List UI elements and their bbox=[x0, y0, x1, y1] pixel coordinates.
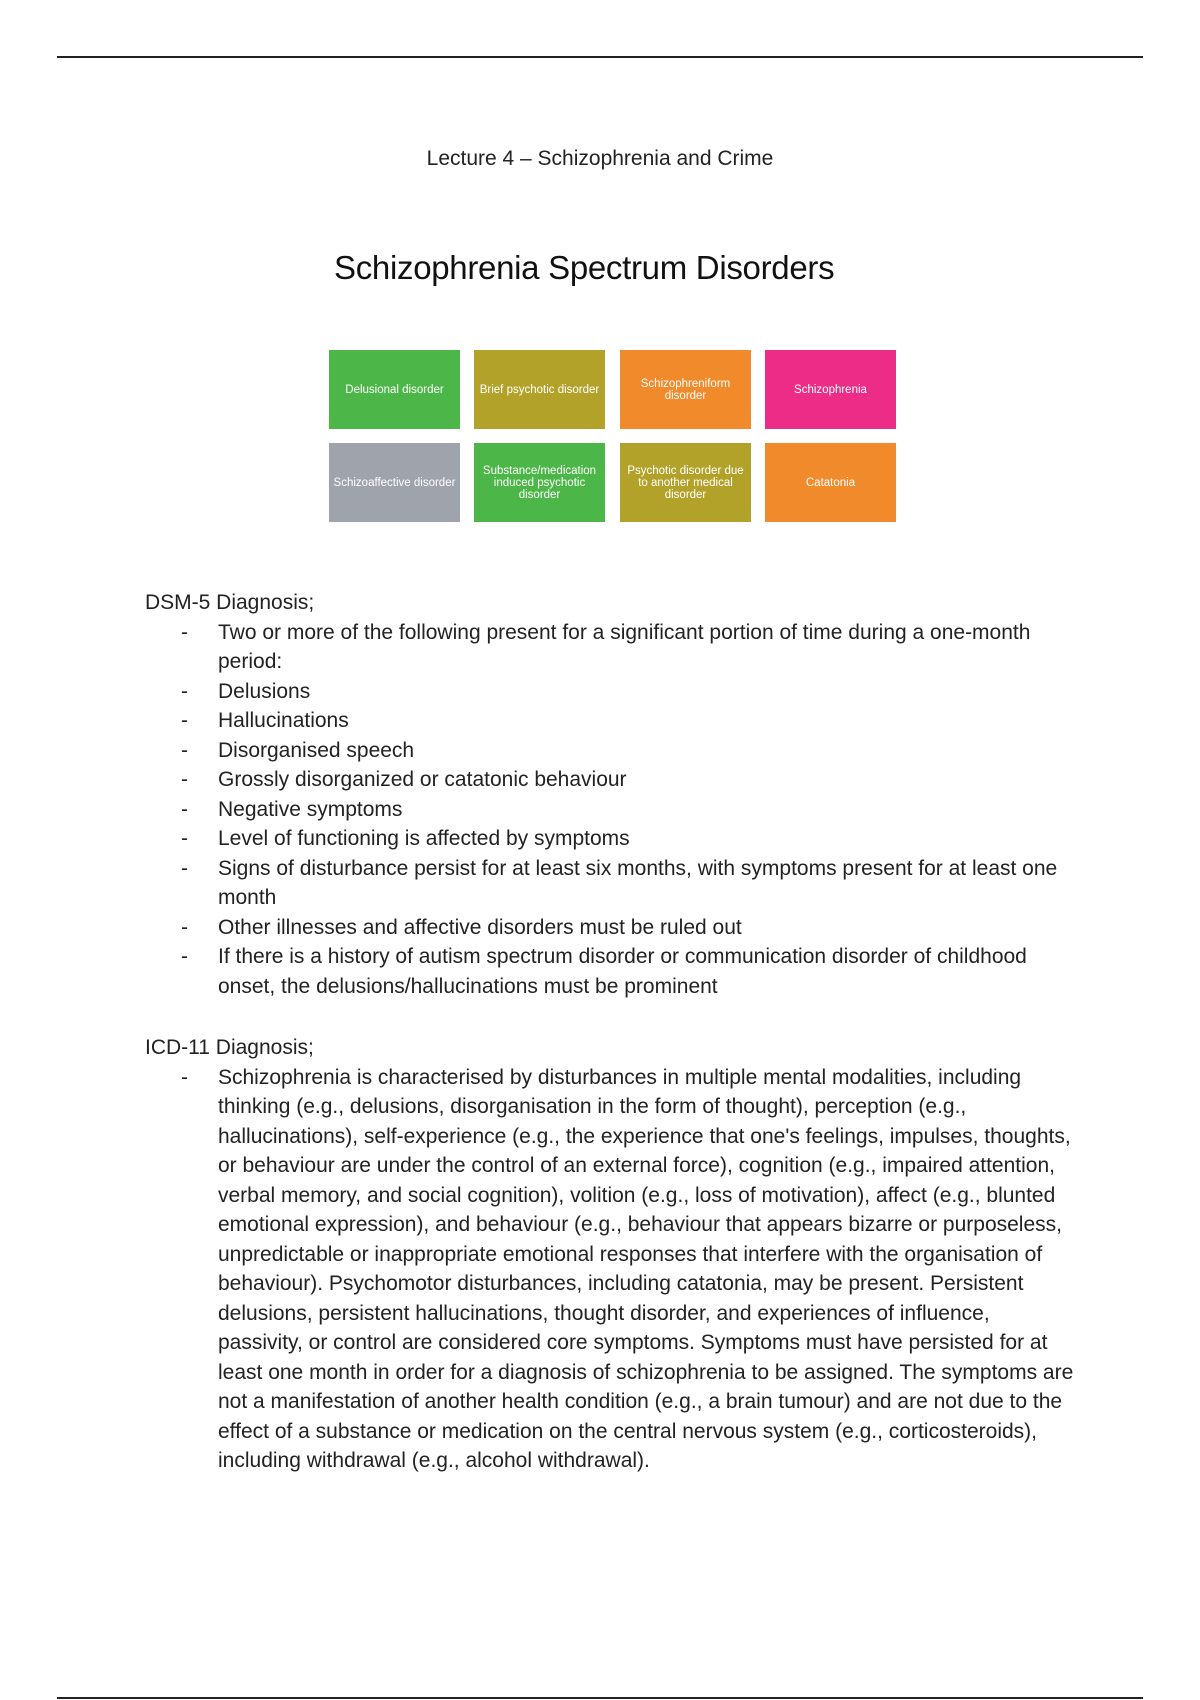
dsm-section bbox=[145, 588, 1075, 1001]
icd-list bbox=[145, 1063, 1075, 1476]
tile-brief-psychotic-disorder: Brief psychotic disorder bbox=[474, 350, 605, 429]
tile-medical-psychotic-disorder: Psychotic disorder due to another medical disorder bbox=[620, 443, 751, 522]
tile-schizophreniform-disorder: Schizophreniform disorder bbox=[620, 350, 751, 429]
figure-title: Schizophrenia Spectrum Disorders bbox=[334, 249, 835, 286]
bottom-rule bbox=[57, 1697, 1143, 1699]
spectrum-figure bbox=[328, 244, 898, 534]
page-title: Lecture 4 – Schizophrenia and Crime bbox=[426, 147, 774, 170]
icd-section bbox=[145, 1033, 1075, 1476]
dsm-list bbox=[145, 618, 1075, 1002]
list-item: - Disorganised speech bbox=[181, 738, 415, 762]
list-item: - Level of functioning is affected by symptoms bbox=[181, 827, 630, 850]
list-item: - Negative symptoms bbox=[181, 797, 403, 821]
list-item: - Schizophrenia is characterised by disturbances in multiple mental modalities, including thinking (e.g., delusions, disorganisation in the form of thought), perception (e.g., hallucinations), self-experience (e.g., the experience that one's feelings, impulses, thoughts, or behaviour are under the control of an external force), cognition (e.g., impaired attention, verbal memory, and social cognition), volition (e.g., loss of motivation), affect (e.g., blunted emotional expression), and behaviour (e.g., behaviour that appears bizarre or purposeless, unpredictable or inappropriate emotional responses that interfere with the organisation of behaviour). Psychomotor disturbances, including catatonia, may be present. Persistent delusions, persistent hallucinations, thought disorder, and experiences of influence, passivity, or control are considered core symptoms. Symptoms must have persisted for at least one month in order for a diagnosis of schizophrenia to be assigned. The symptoms are not a manifestation of another health condition (e.g., a brain tumour) and are not due to the effect of a substance or medication on the central nervous system (e.g., corticosteroids), including withdrawal (e.g., alcohol withdrawal). bbox=[181, 1065, 1074, 1472]
top-rule bbox=[57, 56, 1143, 58]
tile-delusional-disorder: Delusional disorder bbox=[329, 350, 460, 429]
list-item: - Delusions bbox=[181, 679, 311, 703]
list-item: - Other illnesses and affective disorders must be ruled out bbox=[181, 915, 742, 939]
tile-schizophrenia: Schizophrenia bbox=[765, 350, 896, 429]
tile-schizoaffective-disorder: Schizoaffective disorder bbox=[329, 443, 460, 522]
list-item: - Signs of disturbance persist for at least six months, with symptoms present for at least one month bbox=[181, 856, 1058, 909]
list-item: - Grossly disorganized or catatonic behaviour bbox=[181, 768, 627, 791]
list-item: - Hallucinations bbox=[181, 709, 349, 732]
icd-heading: ICD-11 Diagnosis; bbox=[145, 1036, 314, 1059]
tile-substance-induced-disorder: Substance/medication induced psychotic disorder bbox=[474, 443, 605, 522]
list-item: - Two or more of the following present for a significant portion of time during a one-month period: bbox=[181, 620, 1031, 673]
tile-catatonia: Catatonia bbox=[765, 443, 896, 522]
list-item: - If there is a history of autism spectrum disorder or communication disorder of childhood onset, the delusions/hallucinations must be prominent bbox=[181, 945, 1027, 998]
dsm-heading: DSM-5 Diagnosis; bbox=[145, 591, 315, 614]
